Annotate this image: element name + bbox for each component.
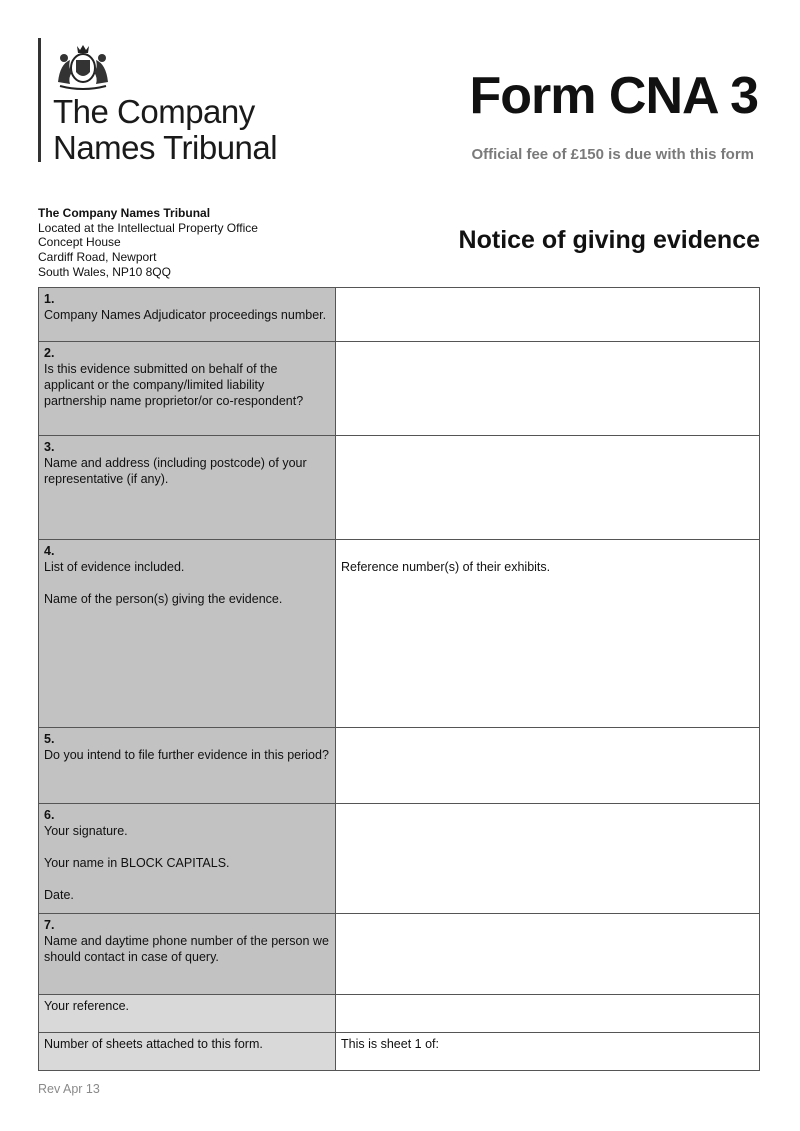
question-number: 3. xyxy=(44,440,55,454)
question-number: 2. xyxy=(44,346,55,360)
question-number: 6. xyxy=(44,808,55,822)
exhibit-reference-label: Reference number(s) of their exhibits. xyxy=(341,560,551,574)
fee-note: Official fee of £150 is due with this form xyxy=(471,146,754,163)
question-3-label xyxy=(39,436,336,540)
signature-field[interactable] xyxy=(336,804,760,914)
address-line: Located at the Intellectual Property Office xyxy=(38,220,258,235)
royal-coat-of-arms-icon xyxy=(50,38,116,90)
question-4-label xyxy=(39,540,336,728)
evidence-form-table xyxy=(38,287,760,1071)
proceedings-number-field[interactable] xyxy=(336,288,760,342)
table-row xyxy=(39,342,760,436)
question-text: Company Names Adjudicator proceedings number. xyxy=(44,308,327,322)
question-number: 5. xyxy=(44,732,55,746)
table-row xyxy=(39,804,760,914)
sheets-label xyxy=(39,1033,336,1071)
table-row xyxy=(39,436,760,540)
table-row xyxy=(39,288,760,342)
contact-person-field[interactable] xyxy=(336,914,760,995)
revision-label: Rev Apr 13 xyxy=(38,1082,100,1096)
question-text: Name and address (including postcode) of your representative (if any). xyxy=(44,456,307,486)
tribunal-name-line2: Names Tribunal xyxy=(53,129,278,166)
address-line: South Wales, NP10 8QQ xyxy=(38,264,171,279)
question-2-label xyxy=(39,342,336,436)
table-row xyxy=(39,540,760,728)
table-row xyxy=(39,1033,760,1071)
question-text: Your signature. xyxy=(44,824,128,838)
question-text: Do you intend to file further evidence in this period? xyxy=(44,748,329,762)
question-text-secondary: Name of the person(s) giving the evidence. xyxy=(44,592,283,606)
question-text: Is this evidence submitted on behalf of the applicant or the company/limited liability partnership name proprietor/or co-respondent? xyxy=(44,362,304,408)
address-line: Concept House xyxy=(38,235,121,250)
question-6-label xyxy=(39,804,336,914)
logo-divider xyxy=(38,38,41,162)
sheets-label-text: Number of sheets attached to this form. xyxy=(44,1037,263,1051)
question-text-tertiary: Date. xyxy=(44,888,74,902)
address-line: Cardiff Road, Newport xyxy=(38,250,157,265)
sheet-count-label: This is sheet 1 of: xyxy=(341,1037,439,1051)
table-row xyxy=(39,914,760,995)
address-name: The Company Names Tribunal xyxy=(38,206,211,220)
evidence-list-field[interactable] xyxy=(336,540,760,728)
form-title: Form CNA 3 xyxy=(469,67,758,125)
submitted-on-behalf-field[interactable] xyxy=(336,342,760,436)
question-1-label xyxy=(39,288,336,342)
further-evidence-field[interactable] xyxy=(336,728,760,804)
tribunal-name-line1: The Company xyxy=(53,93,255,130)
question-text: List of evidence included. xyxy=(44,560,185,574)
question-text-secondary: Your name in BLOCK CAPITALS. xyxy=(44,856,230,870)
question-number: 4. xyxy=(44,544,55,558)
table-row xyxy=(39,995,760,1033)
table-row xyxy=(39,728,760,804)
question-5-label xyxy=(39,728,336,804)
representative-address-field[interactable] xyxy=(336,436,760,540)
tribunal-address xyxy=(38,206,258,280)
notice-title: Notice of giving evidence xyxy=(458,226,760,254)
question-7-label xyxy=(39,914,336,995)
question-text: Name and daytime phone number of the person we should contact in case of query. xyxy=(44,934,329,964)
question-number: 1. xyxy=(44,292,55,306)
sheet-count-field[interactable] xyxy=(336,1033,760,1071)
reference-label-text: Your reference. xyxy=(44,999,130,1013)
tribunal-logo-text xyxy=(53,94,277,166)
reference-field[interactable] xyxy=(336,995,760,1033)
question-number: 7. xyxy=(44,918,55,932)
reference-label xyxy=(39,995,336,1033)
